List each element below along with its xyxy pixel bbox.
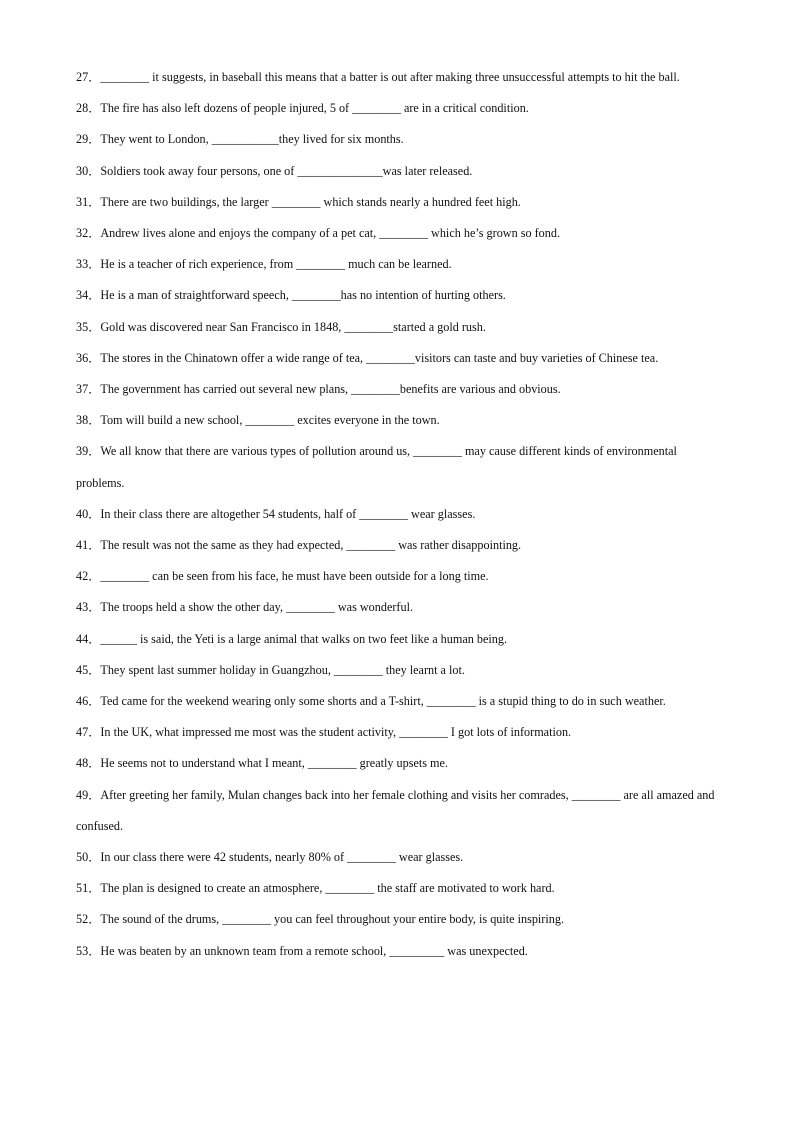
question-item — [76, 561, 726, 592]
question-number: 48 — [76, 756, 89, 771]
question-number-separator: ． — [88, 756, 101, 771]
question-number-separator: ． — [88, 194, 101, 209]
question-number-separator: ． — [88, 506, 101, 521]
question-text: In their class there are altogether 54 students, half of ________ wear glasses. — [100, 506, 476, 521]
question-number-separator: ． — [88, 850, 101, 865]
question-number-separator: ． — [88, 912, 101, 927]
question-number-separator: ． — [88, 101, 101, 116]
question-item — [76, 62, 726, 93]
question-number: 37 — [76, 382, 89, 397]
question-text: Tom will build a new school, ________ excites everyone in the town. — [100, 413, 440, 428]
question-item — [76, 124, 726, 155]
question-number: 32 — [76, 226, 89, 241]
question-text: They went to London, ___________they lived for six months. — [100, 132, 404, 147]
question-number-separator: ． — [88, 444, 101, 459]
question-number: 31 — [76, 194, 89, 209]
question-item — [76, 156, 726, 187]
question-number-separator: ． — [88, 132, 101, 147]
question-text: In the UK, what impressed me most was the student activity, ________ I got lots of information. — [100, 725, 572, 740]
question-number: 40 — [76, 506, 89, 521]
question-number: 29 — [76, 132, 89, 147]
question-item — [76, 93, 726, 124]
question-text: The troops held a show the other day, ________ was wonderful. — [100, 600, 414, 615]
question-item — [76, 592, 726, 623]
question-text: He was beaten by an unknown team from a remote school, _________ was unexpected. — [100, 943, 528, 958]
question-text: There are two buildings, the larger ________ which stands nearly a hundred feet high. — [100, 194, 521, 209]
question-text: In our class there were 42 students, nearly 80% of ________ wear glasses. — [100, 850, 464, 865]
question-number-separator: ． — [88, 288, 101, 303]
question-number-separator: ． — [88, 631, 101, 646]
question-item — [76, 624, 726, 655]
question-number-separator: ． — [88, 70, 101, 84]
question-item — [76, 218, 726, 249]
question-number: 36 — [76, 350, 89, 365]
question-item — [76, 436, 726, 498]
question-number: 50 — [76, 850, 89, 865]
question-number: 52 — [76, 912, 89, 927]
question-number-separator: ． — [88, 881, 101, 896]
question-item — [76, 374, 726, 405]
question-text: After greeting her family, Mulan changes back into her female clothing and visits her comrades, ________ are all amazed and confused. — [76, 787, 718, 833]
question-item — [76, 936, 726, 967]
question-text: Andrew lives alone and enjoys the company of a pet cat, ________ which he’s grown so fond. — [100, 226, 561, 241]
question-item — [76, 842, 726, 873]
question-number-separator: ． — [88, 943, 101, 958]
question-text: Ted came for the weekend wearing only some shorts and a T-shirt, ________ is a stupid thing to do in such weather. — [100, 694, 666, 709]
question-number: 35 — [76, 319, 89, 334]
question-text: The plan is designed to create an atmosphere, ________ the staff are motivated to work hard. — [100, 881, 555, 896]
question-number: 43 — [76, 600, 89, 615]
question-item — [76, 405, 726, 436]
question-text: Gold was discovered near San Francisco in 1848, ________started a gold rush. — [100, 319, 486, 334]
question-text: ________ can be seen from his face, he must have been outside for a long time. — [100, 569, 489, 584]
question-text: ________ it suggests, in baseball this means that a batter is out after making three unsuccessful attempts to hit the ball. — [100, 70, 680, 84]
question-item — [76, 780, 726, 842]
question-number-separator: ． — [88, 226, 101, 241]
question-text: He is a teacher of rich experience, from ________ much can be learned. — [100, 257, 452, 272]
question-number: 27 — [76, 70, 89, 84]
question-number: 44 — [76, 631, 89, 646]
question-number-separator: ． — [88, 350, 101, 365]
question-item — [76, 717, 726, 748]
question-number: 49 — [76, 787, 89, 802]
question-item — [76, 748, 726, 779]
question-number: 47 — [76, 725, 89, 740]
question-text: He seems not to understand what I meant, ________ greatly upsets me. — [100, 756, 448, 771]
question-text: They spent last summer holiday in Guangzhou, ________ they learnt a lot. — [100, 662, 465, 677]
question-item — [76, 499, 726, 530]
question-number-separator: ． — [88, 382, 101, 397]
question-number: 53 — [76, 943, 89, 958]
question-list — [76, 62, 726, 967]
question-number: 39 — [76, 444, 89, 459]
question-text: The sound of the drums, ________ you can feel throughout your entire body, is quite inspiring. — [100, 912, 564, 927]
question-number-separator: ． — [88, 319, 101, 334]
question-number-separator: ． — [88, 694, 101, 709]
question-number-separator: ． — [88, 662, 101, 677]
question-text: The government has carried out several new plans, ________benefits are various and obvious. — [100, 382, 561, 397]
question-number-separator: ． — [88, 257, 101, 272]
question-text: The result was not the same as they had expected, ________ was rather disappointing. — [100, 538, 522, 553]
question-text: Soldiers took away four persons, one of ______________was later released. — [100, 163, 473, 178]
question-number: 42 — [76, 569, 89, 584]
question-text: The fire has also left dozens of people injured, 5 of ________ are in a critical condition. — [100, 101, 529, 116]
question-item — [76, 280, 726, 311]
question-number-separator: ． — [88, 600, 101, 615]
question-item — [76, 655, 726, 686]
question-item — [76, 187, 726, 218]
question-number-separator: ． — [88, 569, 101, 584]
question-text: The stores in the Chinatown offer a wide range of tea, ________visitors can taste and buy varieties of Chinese tea. — [100, 350, 659, 365]
question-item — [76, 686, 726, 717]
question-number-separator: ． — [88, 787, 101, 802]
question-number-separator: ． — [88, 413, 101, 428]
question-number-separator: ． — [88, 163, 101, 178]
question-number: 51 — [76, 881, 89, 896]
question-item — [76, 249, 726, 280]
question-text: We all know that there are various types of pollution around us, ________ may cause different kinds of environmental problems. — [76, 444, 680, 490]
question-number-separator: ． — [88, 725, 101, 740]
question-item — [76, 873, 726, 904]
question-item — [76, 312, 726, 343]
question-text: He is a man of straightforward speech, ________has no intention of hurting others. — [100, 288, 506, 303]
question-item — [76, 530, 726, 561]
question-item — [76, 904, 726, 935]
question-number-separator: ． — [88, 538, 101, 553]
question-number: 41 — [76, 538, 89, 553]
question-number: 30 — [76, 163, 89, 178]
question-number: 34 — [76, 288, 89, 303]
question-number: 45 — [76, 662, 89, 677]
question-number: 28 — [76, 101, 89, 116]
question-number: 33 — [76, 257, 89, 272]
question-item — [76, 343, 726, 374]
question-number: 38 — [76, 413, 89, 428]
question-number: 46 — [76, 694, 89, 709]
question-text: ______ is said, the Yeti is a large animal that walks on two feet like a human being. — [100, 631, 507, 646]
